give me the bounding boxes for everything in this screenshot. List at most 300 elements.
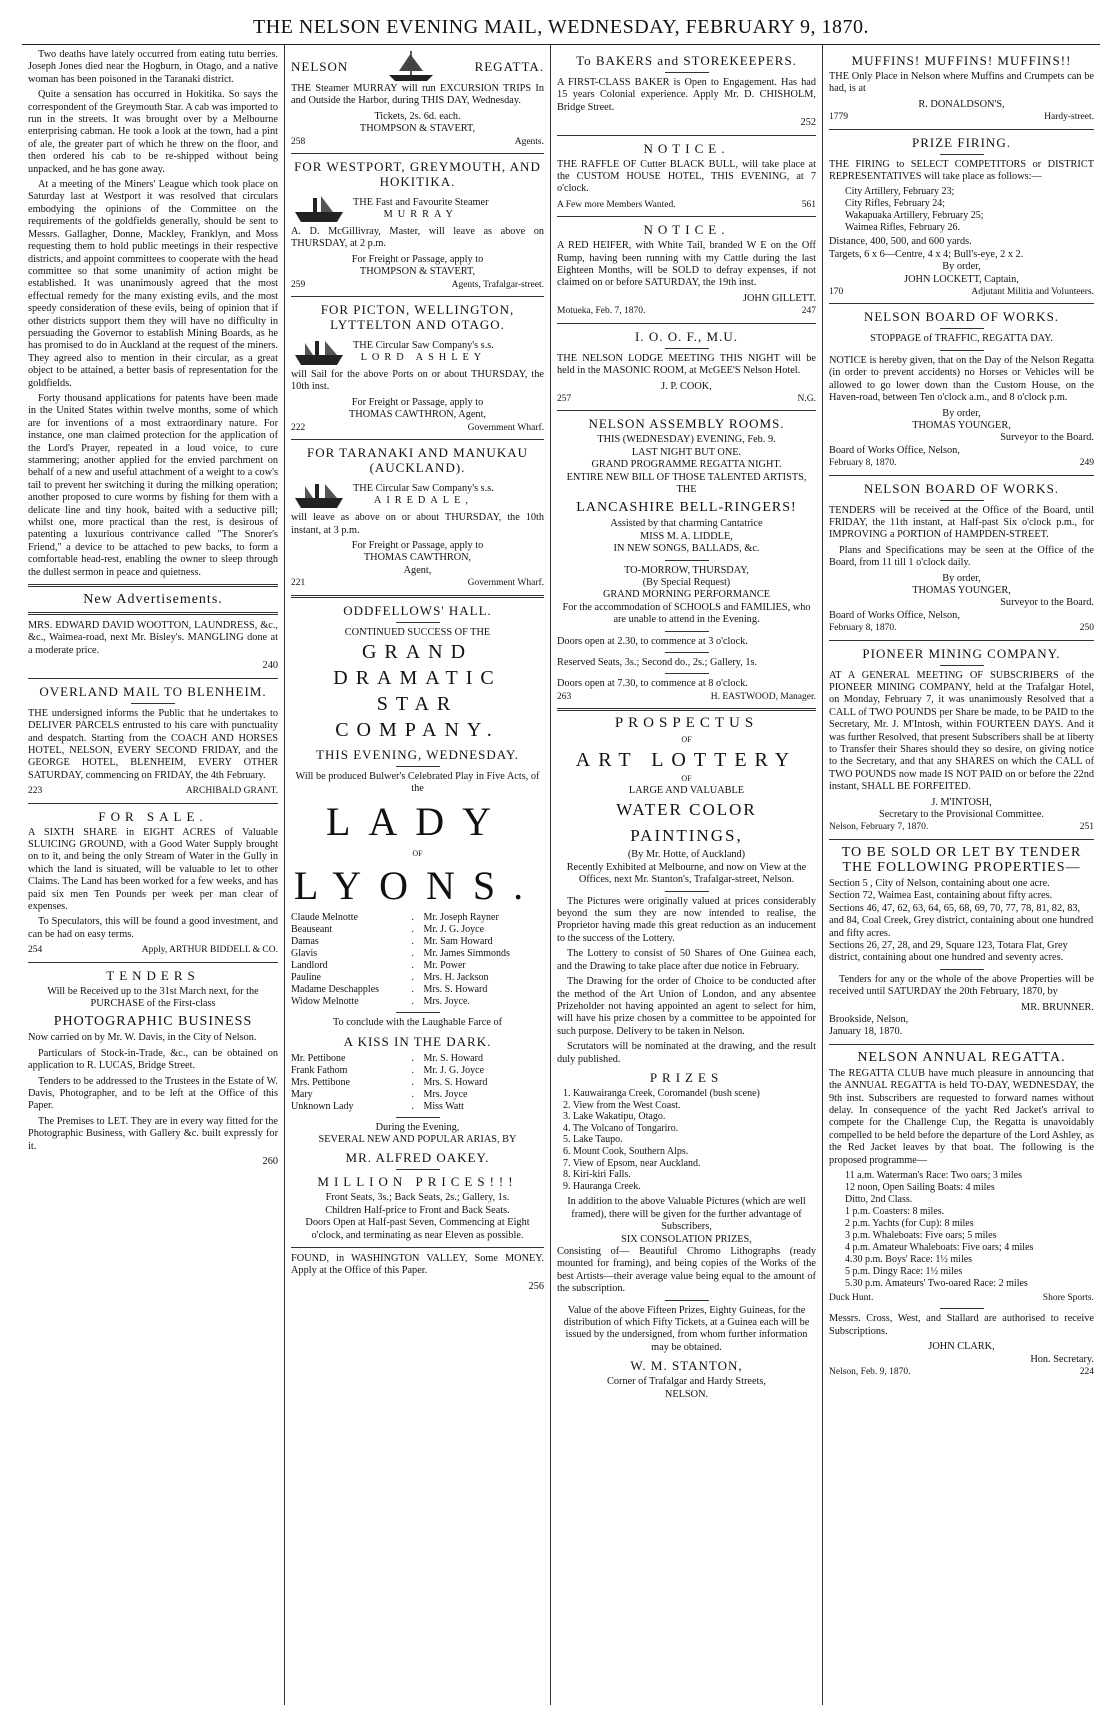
oddfellows-heading: ODDFELLOWS' HALL. — [343, 602, 492, 618]
this-evening: THIS EVENING, WEDNESDAY. — [316, 746, 519, 762]
prize-value: Value of the above Fifteen Prizes, Eighty Guineas, for the distribution of which Fifty Tickets, at a Guinea each will be issued by the undersigned, from whom further information may be obtained. — [563, 1304, 810, 1353]
divider — [291, 153, 544, 154]
ad-signature: J. M'INTOSH, — [931, 796, 992, 808]
ad-number: 259 — [291, 279, 306, 290]
by-order: By order, — [942, 261, 981, 273]
prizes-heading: PRIZES — [649, 1069, 724, 1085]
of-label: OF — [412, 848, 423, 858]
ad-footer — [829, 457, 1094, 469]
cast-actor: Mr. Joseph Rayner — [423, 912, 499, 924]
columns — [22, 45, 1100, 1705]
cast-dot: . — [411, 948, 414, 960]
short-rule — [665, 1300, 709, 1301]
cast-actor: Mrs. H. Jackson — [423, 972, 489, 984]
list-item: 11 a.m. Waterman's Race: Two oars; 3 miles — [845, 1170, 1023, 1181]
ad-number: 221 — [291, 578, 306, 589]
ad-signature: THOMAS YOUNGER, — [912, 419, 1011, 431]
divider — [829, 839, 1094, 840]
cast-dot: . — [411, 1100, 414, 1112]
ship-row — [291, 335, 544, 369]
cast-dot: . — [411, 960, 414, 972]
during-evening: During the Evening, — [375, 1121, 460, 1133]
ship-name: AIREDALE, — [373, 495, 473, 507]
ad-signature: JOHN CLARK, — [928, 1341, 995, 1353]
prize-list — [557, 1088, 816, 1192]
short-rule — [396, 766, 440, 767]
ad-muffins: THE Only Place in Nelson where Muffins and Crumpets can be had, is at — [829, 71, 1094, 95]
murray-master: A. D. McGillivray, Master, will leave as above on THURSDAY, at 2 p.m. — [291, 226, 544, 250]
cast-role: Unknown Lady — [291, 1100, 354, 1112]
list-item: 12 noon, Open Sailing Boats: 4 miles — [845, 1182, 995, 1193]
entire-bill: ENTIRE NEW BILL OF THOSE TALENTED ARTISTS, THE — [566, 471, 807, 495]
cast-dot: . — [411, 1076, 414, 1088]
ad-number: 257 — [557, 393, 572, 404]
agent-name: THOMAS CAWTHRON, — [363, 552, 472, 564]
art-lottery-heading: ART LOTTERY — [575, 748, 798, 771]
cast-role: Mary — [291, 1088, 313, 1100]
cast-dot: . — [411, 912, 414, 924]
ad-number: 251 — [1079, 822, 1094, 833]
cast-role: Damas — [291, 936, 319, 948]
divider — [829, 1044, 1094, 1045]
ad-title: Surveyor to the Board. — [1000, 597, 1094, 609]
ad-for-sale-speculators: To Speculators, this will be found a good investment, and can be had on easy terms. — [28, 916, 278, 940]
list-item: 4. The Volcano of Tongariro. — [563, 1122, 679, 1134]
ad-tenders-properties: Tenders for any or the whole of the above Properties will be received until SATURDAY the 20th February, 1870, by — [829, 973, 1094, 998]
performer-name: MR. ALFRED OAKEY. — [345, 1150, 490, 1166]
divider — [28, 962, 278, 963]
firing-targets: Targets, 6 x 6—Centre, 4 x 4; Bull's-eye, 2 x 2. — [829, 248, 1024, 260]
ad-number: 247 — [801, 306, 816, 317]
farce-intro: To conclude with the Laughable Farce of — [332, 1017, 503, 1029]
cast-dot: . — [411, 1088, 414, 1100]
divider — [829, 640, 1094, 641]
ioof-heading: I. O. O. F., M.U. — [635, 328, 738, 344]
muffins-heading: MUFFINS! MUFFINS! MUFFINS!! — [851, 53, 1072, 68]
ad-number: 1779 — [829, 112, 848, 123]
ad-title: Hon. Secretary. — [1030, 1353, 1094, 1365]
regatta-left: NELSON — [291, 58, 349, 74]
ad-footer — [28, 944, 278, 956]
assembly-heading: NELSON ASSEMBLY ROOMS. — [588, 416, 785, 432]
murray-text — [353, 197, 489, 222]
ad-date: January 18, 1870. — [829, 1026, 903, 1038]
cast-role: Beauseant — [291, 924, 333, 936]
divider — [557, 708, 816, 711]
divider — [28, 803, 278, 804]
ashley-sailing: will Sail for the above Ports on or about THURSDAY, the 10th inst. — [291, 369, 544, 393]
list-item: 8. Kiri-kiri Falls. — [563, 1169, 631, 1181]
reserved-seats: Reserved Seats, 3s.; Second do., 2s.; Gallery, 1s. — [557, 657, 758, 668]
tenders-premises: The Premises to LET. They are in every way fitted for the Photographic Business, with Gallery &c. built expressly for it. — [28, 1115, 278, 1152]
farce-title: A KISS IN THE DARK. — [343, 1033, 492, 1049]
taranaki-heading: FOR TARANAKI AND MANUKAU (AUCKLAND). — [307, 445, 528, 476]
masthead: THE NELSON EVENING MAIL, WEDNESDAY, FEBRUARY 9, 1870. — [253, 16, 869, 38]
cast-role: Glavis — [291, 948, 318, 960]
ad-baker: A FIRST-CLASS BAKER is Open to Engagement. Has had 15 years Colonial experience. Apply Mr. D. CHISHOLM, Bridge Street. — [557, 77, 816, 113]
ad-signature: Agents, Trafalgar-street. — [451, 279, 544, 290]
list-item: Wakapuaka Artillery, February 25; — [845, 210, 984, 222]
ad-signature: R. DONALDSON'S, — [918, 98, 1005, 110]
cast-dot: . — [411, 924, 414, 936]
ad-number: 252 — [800, 117, 816, 129]
short-rule — [396, 1169, 440, 1170]
news-miners-league: At a meeting of the Miners' League which took place on Saturday last at Westport it was resolved that circulars embodying the opinions of the Committee on the requirements of the goldfields generally, should be sent to Messrs. Gallagher, Donne, Mackley, Franklyn, and Moss requesting them to hold public meetings in their respective districts, and appoint committees to cooperate with the head committee so that some unanimity of action might be established. It was unanimously agreed that the most effectual remedy for the many existing evils, and the most speedy consideration of these evils, being of opinion that if other districts support them they will have no difficulty in persuading the Governor to establish Mining Boards, as he has promised to do in Auckland at the request of the miners. They agreed also to mention in their circular, as a great object to be attained, a better basis of representation for the goldfields. — [28, 179, 278, 389]
cast-actor: Mrs. Joyce. — [423, 996, 470, 1008]
divider — [291, 439, 544, 440]
cast-actor: Mr. Sam Howard — [423, 936, 493, 948]
ad-number: 250 — [1079, 623, 1094, 634]
regatta-banner — [291, 49, 544, 83]
ad-signature: THOMAS YOUNGER, — [912, 584, 1011, 596]
ship-row — [291, 192, 544, 226]
tenders-address: Tenders to be addressed to the Trustees in the Estate of W. Davis, Photographer, and to be left at the Office of this Paper. — [28, 1075, 278, 1112]
ad-place: Brookside, Nelson, — [829, 1013, 909, 1025]
ad-signature: H. EASTWOOD, Manager. — [710, 691, 816, 702]
cast-actor: Mr. S. Howard — [423, 1052, 483, 1064]
ad-for-sale: A SIXTH SHARE in EIGHT ACRES of Valuable SLUICING GROUND, with a Good Water Supply brought on to it, and being the only Stream of Water in the Gully in which the land is situated, will be valuable to let to other Claims. The Land has been worked for a few weeks, and has paid six men Ten Pounds per week per man clear of expenses. — [28, 826, 279, 912]
tickets: Tickets, 2s. 6d. each. — [374, 110, 461, 122]
list-item: 5. Lake Taupo. — [563, 1134, 623, 1146]
seat-prices: Front Seats, 3s.; Back Seats, 2s.; Gallery, 1s. — [325, 1192, 510, 1204]
list-item: 4 p.m. Amateur Whaleboats: Five oars; 4 miles — [845, 1242, 1034, 1253]
ad-number: 258 — [291, 136, 306, 147]
tomorrow: TO-MORROW, THURSDAY, — [624, 564, 749, 576]
list-item: 2. View from the West Coast. — [563, 1099, 681, 1111]
bell-ringers-heading: LANCASHIRE BELL-RINGERS! — [576, 500, 797, 516]
doors-open: Doors Open at Half-past Seven, Commencing at Eight o'clock, and terminating as near Eleven as possible. — [305, 1217, 530, 1241]
bakers-heading: To BAKERS and STOREKEEPERS. — [576, 53, 797, 68]
ad-number: 222 — [291, 422, 306, 433]
play-intro: Will be produced Bulwer's Celebrated Play in Five Acts, of the — [295, 770, 540, 795]
pioneer-heading: PIONEER MINING COMPANY. — [862, 645, 1061, 661]
photographic-business-heading: PHOTOGRAPHIC BUSINESS — [53, 1014, 253, 1030]
ad-footer — [557, 199, 816, 211]
short-rule — [940, 969, 984, 970]
ad-signature: Agents. — [514, 136, 544, 147]
arias: SEVERAL NEW AND POPULAR ARIAS, BY — [318, 1133, 517, 1145]
ad-number: 263 — [557, 691, 572, 702]
exhibited: Recently Exhibited at Melbourne, and now on View at the Offices, next Mr. Stanton's, Trafalgar-street, Nelson. — [566, 861, 807, 886]
duck-hunt: Duck Hunt. — [829, 1293, 874, 1303]
cast-dot: . — [411, 936, 414, 948]
ad-number: 223 — [28, 786, 43, 797]
divider — [28, 678, 278, 679]
short-rule — [940, 154, 984, 155]
cast-role: Pauline — [291, 972, 321, 984]
short-rule — [396, 622, 440, 623]
by-order: By order, — [942, 572, 981, 584]
list-item: City Rifles, February 24; — [845, 198, 945, 210]
ad-number: 561 — [801, 199, 816, 210]
cast-actor: Mrs. S. Howard — [423, 1076, 488, 1088]
cast-dot: . — [411, 996, 414, 1008]
ship-icon — [383, 49, 439, 83]
steamer-icon — [291, 335, 347, 369]
cast-actor: Mrs. Joyce — [423, 1088, 468, 1100]
new-songs: IN NEW SONGS, BALLADS, &c. — [613, 543, 760, 555]
consisting-of: Consisting of— Beautiful Chromo Lithographs (ready mounted for framing), and being copies of the Works of the best Artists—their average value being equal to the amount of the subscription. — [557, 1245, 816, 1295]
short-rule — [665, 652, 709, 653]
performer-name: MISS M. A. LIDDLE, — [640, 530, 733, 542]
freight-note: For Freight or Passage, apply to — [351, 539, 484, 551]
ad-office: Board of Works Office, Nelson, — [829, 609, 960, 621]
ad-footer — [291, 136, 544, 148]
ad-raffle: THE RAFFLE OF Cutter BLACK BULL, will take place at the CUSTOM HOUSE HOTEL, THIS EVENING, at 7 o'clock. — [557, 158, 816, 195]
list-item: 5 p.m. Dingy Race: 1½ miles — [845, 1266, 963, 1277]
ad-number: 260 — [262, 1156, 278, 1168]
ashley-text — [353, 340, 494, 365]
ad-footer — [291, 279, 544, 291]
ad-signature: JOHN LOCKETT, Captain, — [904, 273, 1019, 285]
agent-name: THOMPSON & STAVERT, — [359, 266, 476, 278]
picton-heading: FOR PICTON, WELLINGTON, LYTTELTON AND OTAGO. — [320, 302, 515, 333]
grand-programme: GRAND PROGRAMME REGATTA NIGHT. — [591, 459, 782, 471]
section-item: Sections 46, 47, 62, 63, 64, 65, 68, 69, 70, 77, 78, 81, 82, 83, and 84, Coal Creek, Grey district, containing about one hundred and fifty acres. — [829, 902, 1094, 939]
list-item: Ditto, 2nd Class. — [845, 1194, 913, 1205]
tenders-davis: Now carried on by Mr. W. Davis, in the City of Nelson. — [28, 1032, 257, 1044]
ad-firing: THE FIRING to SELECT COMPETITORS or DISTRICT REPRESENTATIVES will take place as follows:— — [829, 158, 1094, 183]
ad-title: Adjutant Militia and Volunteers. — [971, 287, 1094, 298]
list-item: 1 p.m. Coasters: 8 miles. — [845, 1206, 945, 1217]
overland-mail-heading: OVERLAND MAIL TO BLENHEIM. — [39, 683, 267, 699]
special-request: (By Special Request) — [642, 576, 731, 588]
column-1 — [22, 45, 284, 1705]
ad-footer — [829, 821, 1094, 833]
ad-date: Nelson, Feb. 9, 1870. — [829, 1367, 911, 1378]
million-prices: MILLION PRICES!!! — [317, 1174, 518, 1190]
ad-murray-excursion: THE Steamer MURRAY will run EXCURSION TRIPS In and Outside the Harbor, during THIS DAY, Wednesday. — [291, 83, 544, 107]
agent-title: Agent, — [403, 564, 432, 576]
grand-dramatic-heading: GRAND DRAMATIC — [333, 640, 502, 689]
section-item: Sections 26, 27, 28, and 29, Square 123, Totara Flat, Grey district, containing about one hundred and seventy acres. — [829, 939, 1068, 964]
ad-overland-mail: THE undersigned informs the Public that he undertakes to DELIVER PARCELS entrusted to his care with punctuality and despatch. Starting from the COACH AND HORSES HOTEL, NELSON, EVERY SECOND FRIDAY, and the GEORGE HOTEL, BLENHEIM, EVERY OTHER SATURDAY, commencing on FRIDAY, the 4th February. — [28, 707, 278, 781]
short-rule — [940, 1308, 984, 1309]
short-rule — [665, 673, 709, 674]
divider — [291, 296, 544, 297]
ad-signature: Government Wharf. — [467, 578, 544, 589]
new-advertisements-heading: New Advertisements. — [83, 592, 223, 608]
list-item: 3. Lake Wakatipu, Otago. — [563, 1111, 666, 1123]
airedale-sailing: will leave as above on or about THURSDAY, the 10th instant, at 3 p.m. — [291, 512, 544, 536]
ashley-description: THE Circular Saw Company's s.s. — [353, 339, 494, 351]
short-rule — [940, 665, 984, 666]
ad-signature: W. M. STANTON, — [630, 1358, 743, 1374]
ad-stoppage: NOTICE is hereby given, that on the Day of the Nelson Regatta (in order to prevent accidents) no Horses or Vehicles will be allowed to go lower down than the Custom House, on the Haven-road, between Ten o'clock a.m., and 8 o'clock p.m. — [829, 354, 1094, 404]
cast-actor: Mr. J. G. Joyce — [423, 924, 485, 936]
short-rule — [665, 631, 709, 632]
farce-cast-list — [291, 1053, 544, 1113]
ad-footer — [291, 422, 544, 434]
short-rule — [665, 72, 709, 73]
ad-tenders-hampden: TENDERS will be received at the Office of the Board, until FRIDAY, the 11th instant, at Half-past Six o'clock p.m., for IMPROVING a PORTION of HAMPDEN-STREET. — [829, 504, 1094, 541]
news-hokitika-cab: Quite a sensation has occurred in Hokitika. So says the correspondent of the Greymouth Star. A cab was imported to run in the streets. It was brought over by a Melbourne enterprising cabman. He took a look at the town, had a pint of ale, the greater part of which he threw on the floor, and then ordered his cab to be re-shipped without being unpacked, and he has gone away. — [28, 89, 278, 175]
firing-distance: Distance, 400, 500, and 600 yards. — [829, 236, 972, 248]
consolation-prizes: SIX CONSOLATION PRIZES, — [621, 1233, 752, 1245]
airedale-text — [353, 483, 494, 508]
short-rule — [396, 1012, 440, 1013]
tenders-intro: Will be Received up to the 31st March next, for the PURCHASE of the First-class — [47, 985, 259, 1009]
cast-actor: Mrs. S. Howard — [423, 984, 488, 996]
cast-role: Landlord — [291, 960, 328, 972]
tenders-heading: TENDERS — [106, 967, 200, 983]
column-4 — [822, 45, 1100, 1705]
ad-found-money: FOUND, in WASHINGTON VALLEY, Some MONEY. Apply at the Office of this Paper. — [291, 1253, 544, 1277]
ad-title: N.G. — [797, 393, 816, 404]
ad-footer — [28, 785, 278, 797]
news-patents: Forty thousand applications for patents have been made in the United States within twelve months, some of which are for inventions of a most extraordinary nature. For instance, one man claimed protection for the application of the Lord's Prayer, repeated in a loud voice, to cure stammering; another applied for the envied parchment on behalf of a new and useful attachment of a weight to a cow's tail to prevent her switching it during the milking operation; another proposed to cure worms by fishing for them with a delicate line and tiny hook, baited with a seductive pill; whilst one, more practical than the rest, is desirous of patenting a luxurious contrivance called "The Snorer's Friend," a device to be attached to pew backs, to form a comfortable head-rest, enabling the owner to sleep through the dullest sermon in peace and quietness. — [28, 392, 278, 578]
column-3 — [550, 45, 822, 1705]
ad-office: Board of Works Office, Nelson, — [829, 444, 960, 456]
freight-note: For Freight or Passage, apply to — [351, 396, 484, 408]
list-item: 7. View of Epsom, near Auckland. — [563, 1157, 701, 1169]
shore-sports: Shore Sports. — [1042, 1293, 1094, 1303]
divider — [557, 323, 816, 324]
ad-heifer: A RED HEIFER, with White Tail, branded W E on the Off Rump, having been running with my Cattle during the last Eighteen Months, will be SOLD to defray expenses, if not claimed on or before SATURDAY, the 19th inst. — [557, 240, 816, 289]
ship-name: MURRAY — [383, 209, 458, 221]
of-label: OF — [681, 735, 692, 745]
for-sale-heading: FOR SALE. — [98, 808, 208, 824]
ad-footer — [557, 393, 816, 405]
schools-note: For the accommodation of SCHOOLS and FAMILIES, who are unable to attend in the Evening. — [562, 601, 811, 626]
ad-signature: ARCHIBALD GRANT. — [185, 786, 278, 797]
divider — [28, 584, 278, 587]
lyons-title: LYONS. — [293, 863, 542, 909]
ad-signature: J. P. COOK, — [661, 380, 712, 392]
ad-footer — [829, 111, 1094, 123]
ad-pioneer-meeting: AT A GENERAL MEETING OF SUBSCRIBERS of the PIONEER MINING COMPANY, held at the Trafalgar Hotel, on Monday, February 7, it was unanimously Resolved that a CALL of TWO POUNDS per Share be made, to be PAID to the Secretary, Mr. J. M'Intosh, within FOURTEEN DAYS. And it was further Resolved, that present Subscribers shall be at liberty to Transfer their Shares should they so desire, on giving notice to the Secretary, and that any SHARES on which the CALL of TWO POUNDS now made IS NOT PAID on or before the 22nd instant, SHALL BE FORFEITED. — [829, 669, 1094, 793]
cast-role: Madame Deschapples — [291, 984, 380, 996]
town: NELSON. — [664, 1388, 709, 1400]
regatta-right: REGATTA. — [474, 58, 544, 74]
ad-title: Secretary to the Provisional Committee. — [878, 809, 1044, 821]
list-item: 6. Mount Cook, Southern Alps. — [563, 1145, 689, 1157]
stoppage-heading: STOPPAGE of TRAFFIC, REGATTA DAY. — [870, 333, 1053, 345]
cast-role: Frank Fathom — [291, 1064, 348, 1076]
short-rule — [396, 1117, 440, 1118]
lottery-shares: The Lottery to consist of 50 Shares of One Guinea each, and the Drawing to take place after due notice in February. — [557, 948, 816, 972]
notice-heading: NOTICE. — [643, 140, 730, 156]
murray-description: THE Fast and Favourite Steamer — [353, 196, 489, 208]
notice-heading: NOTICE. — [643, 222, 730, 238]
raffle-members: A Few more Members Wanted. — [557, 199, 676, 210]
continued-success: CONTINUED SUCCESS OF THE — [344, 626, 491, 638]
ad-mangling: MRS. EDWARD DAVID WOOTTON, LAUNDRESS, &c., &c., Waimea-road, next Mr. Bisley's. MANGLING done at a moderate price. — [28, 620, 278, 656]
cast-role: Widow Melnotte — [291, 996, 359, 1008]
short-rule — [665, 891, 709, 892]
list-item: 1. Kauwairanga Creek, Coromandel (bush scene) — [563, 1087, 760, 1099]
ad-regatta-club: The REGATTA CLUB have much pleasure in announcing that the ANNUAL REGATTA is held TO-DAY, WEDNESDAY, the 9th inst. Subscribers are requested to forward names without delay. In consequence of the yacht Red Jacket's arrival to compete for the Challenge Cup, the Regatta is unavoidably compelled to be held before the departure of the Lord Ashley, as the Red Jacket leaves by that boat. The following is the proposed programme— — [829, 1067, 1094, 1166]
lottery-scrutators: Scrutators will be nominated at the drawing, and the result duly published. — [557, 1041, 816, 1065]
ad-footer — [829, 286, 1094, 298]
last-night: LAST NIGHT BUT ONE. — [631, 446, 742, 458]
short-rule — [940, 350, 984, 351]
ad-signature: MR. BRUNNER. — [1021, 1001, 1094, 1013]
divider — [291, 1247, 544, 1248]
list-item: City Artillery, February 23; — [845, 186, 955, 198]
ad-address: Hardy-street. — [1044, 112, 1094, 123]
lady-title: LADY — [325, 798, 510, 844]
ad-date: February 8, 1870. — [829, 623, 897, 634]
ship-row — [291, 478, 544, 512]
westport-heading: FOR WESTPORT, GREYMOUTH, AND HOKITIKA. — [294, 159, 541, 190]
board-of-works-heading: NELSON BOARD OF WORKS. — [863, 480, 1060, 496]
ad-number: 224 — [1079, 1367, 1094, 1378]
list-item: 4.30 p.m. Boys' Race: 1½ miles — [845, 1254, 973, 1265]
agent-name: THOMPSON & STAVERT, — [359, 123, 476, 135]
cast-dot: . — [411, 984, 414, 996]
ad-signature: Apply, ARTHUR BIDDELL & CO. — [141, 945, 278, 956]
list-item: 3 p.m. Whaleboats: Five oars; 5 miles — [845, 1230, 997, 1241]
divider — [28, 612, 278, 615]
ad-date: Motueka, Feb. 7, 1870. — [557, 306, 646, 317]
regatta-extras — [829, 1292, 1094, 1304]
ad-title: Surveyor to the Board. — [1000, 432, 1094, 444]
list-item: Waimea Rifles, February 26. — [845, 222, 960, 234]
morning-performance: GRAND MORNING PERFORMANCE — [602, 589, 771, 601]
ad-footer — [557, 691, 816, 703]
ad-footer — [291, 577, 544, 589]
star-company-heading: STAR COMPANY. — [335, 692, 500, 741]
doors-afternoon: Doors open at 2.30, to commence at 3 o'clock. — [557, 635, 748, 647]
airedale-description: THE Circular Saw Company's s.s. — [353, 482, 494, 494]
cast-dot: . — [411, 1064, 414, 1076]
steamer-icon — [291, 192, 347, 226]
large-valuable: LARGE AND VALUABLE — [628, 785, 745, 797]
section-item: Section 72, Waimea East, containing about fifty acres. — [829, 890, 1053, 902]
cast-list — [291, 912, 544, 1008]
short-rule — [940, 500, 984, 501]
cast-dot: . — [411, 1052, 414, 1064]
ad-number: 256 — [528, 1280, 544, 1292]
steamer-icon — [291, 478, 347, 512]
by-order: By order, — [942, 407, 981, 419]
ad-signature: JOHN GILLETT. — [742, 292, 816, 304]
ad-date: February 8, 1870. — [829, 458, 897, 469]
of-label: OF — [681, 773, 692, 783]
divider — [829, 303, 1094, 304]
ad-lodge: THE NELSON LODGE MEETING THIS NIGHT will be held in the MASONIC ROOM, at McGEE'S Nelson Hotel. — [557, 352, 816, 377]
list-item: 2 p.m. Yachts (for Cup): 8 miles — [845, 1218, 974, 1229]
prospectus-heading: PROSPECTUS — [614, 715, 759, 732]
column-2 — [284, 45, 550, 1705]
divider — [829, 129, 1094, 130]
divider — [291, 595, 544, 598]
ship-name: LORD ASHLEY — [360, 352, 487, 364]
addition-note: In addition to the above Valuable Pictures (which are well framed), there will be given for the further advantage of Subscribers, — [567, 1196, 806, 1233]
ad-number: 254 — [28, 945, 43, 956]
lottery-drawing: The Drawing for the order of Choice to be conducted after the method of the Art Union of London, and any absentee Prizeholder not having appointed an agent to select for him, will have his prize chosen by a committee to be appointed for such purpose. Delivery to be taken in Nelson. — [557, 976, 816, 1037]
sold-heading: TO BE SOLD OR LET BY TENDER THE FOLLOWING PROPERTIES— — [841, 844, 1082, 875]
short-rule — [940, 328, 984, 329]
doors-evening: Doors open at 7.30, to commence at 8 o'clock. — [557, 678, 748, 690]
lottery-pictures: The Pictures were originally valued at prices considerably beyond the sum they are now intended to realise, the Proprietor having made this great reduction as an inducement to the success of the Lottery. — [557, 895, 816, 944]
divider — [557, 135, 816, 136]
regatta-programme — [829, 1170, 1094, 1290]
prize-firing-heading: PRIZE FIRING. — [912, 134, 1011, 150]
news-tutu: Two deaths have lately occurred from eating tutu berries. Joseph Jones died near the Hogburn, in Otago, and a native woman has been poisoned in the Taranaki district. — [28, 49, 278, 85]
cast-actor: Miss Watt — [423, 1100, 464, 1112]
ad-plans: Plans and Specifications may be seen at the Office of the Board, from 11 till 1 o'clock daily. — [829, 544, 1094, 569]
cast-dot: . — [411, 972, 414, 984]
ad-signature: Government Wharf. — [467, 422, 544, 433]
short-rule — [665, 348, 709, 349]
cast-actor: Mr. Power — [423, 960, 466, 972]
list-item: 9. Hauranga Creek. — [563, 1180, 641, 1192]
assisted-by: Assisted by that charming Cantatrice — [610, 518, 763, 530]
short-rule — [131, 703, 175, 704]
address: Corner of Trafalgar and Hardy Streets, — [607, 1376, 766, 1388]
